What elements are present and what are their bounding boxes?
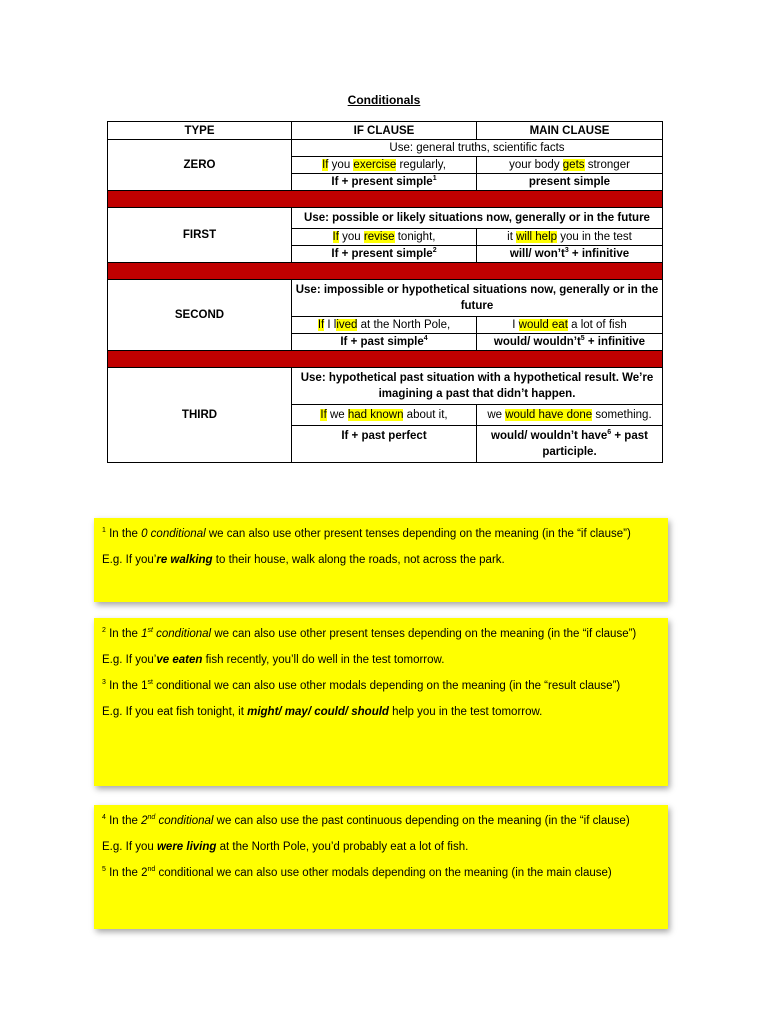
third-use-row: [108, 368, 663, 405]
third-form-main: would/ wouldn’t have$^6$ + past participle.: [477, 426, 663, 463]
second-form-if: If + past simple$^4$: [292, 334, 477, 351]
footnote-3-text: $^3$ In the 1st conditional we can also use other modals depending on the meaning (in the “result clause”): [102, 679, 621, 692]
third-use: Use: hypothetical past situation with a hypothetical result. We’re imagining a past that didn’t happen.: [292, 368, 663, 405]
zero-use: Use: general truths, scientific facts: [292, 140, 663, 157]
separator-row: [108, 191, 663, 208]
first-example-main: it will help you in the test: [477, 229, 663, 246]
footnote-box-3: [94, 805, 668, 929]
footnote-5-text: $^5$ In the 2nd conditional we can also use other modals depending on the meaning (in the main clause): [102, 866, 612, 879]
separator-row: [108, 351, 663, 368]
first-form-if: If + present simple$^2$: [292, 246, 477, 263]
header-type: TYPE: [108, 122, 292, 140]
first-example-if: If you revise tonight,: [292, 229, 477, 246]
footnote-4-example: E.g. If you were living at the North Pole, you’d probably eat a lot of fish.: [102, 841, 469, 853]
footnote-4-text: $^4$ In the 2nd conditional we can also use the past continuous depending on the meaning (in the “if clause): [102, 814, 630, 827]
first-use-row: [108, 208, 663, 229]
page-title: Conditionals: [347, 93, 421, 107]
third-type: THIRD: [108, 368, 292, 463]
second-type: SECOND: [108, 280, 292, 351]
footnote-3-example: E.g. If you eat fish tonight, it might/ may/ could/ should help you in the test tomorrow.: [102, 706, 543, 718]
zero-type: ZERO: [108, 140, 292, 191]
footnote-box-1: [94, 518, 668, 602]
header-row: [108, 122, 663, 140]
header-main-clause: MAIN CLAUSE: [477, 122, 663, 140]
second-example-main: I would eat a lot of fish: [477, 317, 663, 334]
zero-example-if: If you exercise regularly,: [292, 157, 477, 174]
footnote-2-text: $^2$ In the 1st conditional we can also use other present tenses depending on the meaning (in the “if clause”): [102, 627, 637, 640]
footnote-1-text: $^1$ In the 0 conditional we can also use other present tenses depending on the meaning (in the “if clause”): [102, 527, 631, 540]
second-example-if: If I lived at the North Pole,: [292, 317, 477, 334]
footnote-1-example: E.g. If you’re walking to their house, walk along the roads, not across the park.: [102, 554, 505, 566]
zero-example-main: your body gets stronger: [477, 157, 663, 174]
header-if-clause: IF CLAUSE: [292, 122, 477, 140]
third-example-if: If we had known about it,: [292, 405, 477, 426]
footnote-2-example: E.g. If you’ve eaten fish recently, you’ll do well in the test tomorrow.: [102, 654, 445, 666]
first-form-main: will/ $won’t^3$ + infinitive: [477, 246, 663, 263]
second-use-row: [108, 280, 663, 317]
zero-form-if: If + present simple$^1$: [292, 174, 477, 191]
footnote-box-2: [94, 618, 668, 786]
third-form-if: If + past perfect: [292, 426, 477, 463]
second-use: Use: impossible or hypothetical situations now, generally or in the future: [292, 280, 663, 317]
zero-form-main: present simple: [477, 174, 663, 191]
first-type: FIRST: [108, 208, 292, 263]
first-use: Use: possible or likely situations now, generally or in the future: [292, 208, 663, 229]
separator-row: [108, 263, 663, 280]
third-example-main: we would have done something.: [477, 405, 663, 426]
zero-use-row: [108, 140, 663, 157]
second-form-main: would/ $wouldn’t^5$ + infinitive: [477, 334, 663, 351]
conditionals-table: [107, 121, 663, 463]
